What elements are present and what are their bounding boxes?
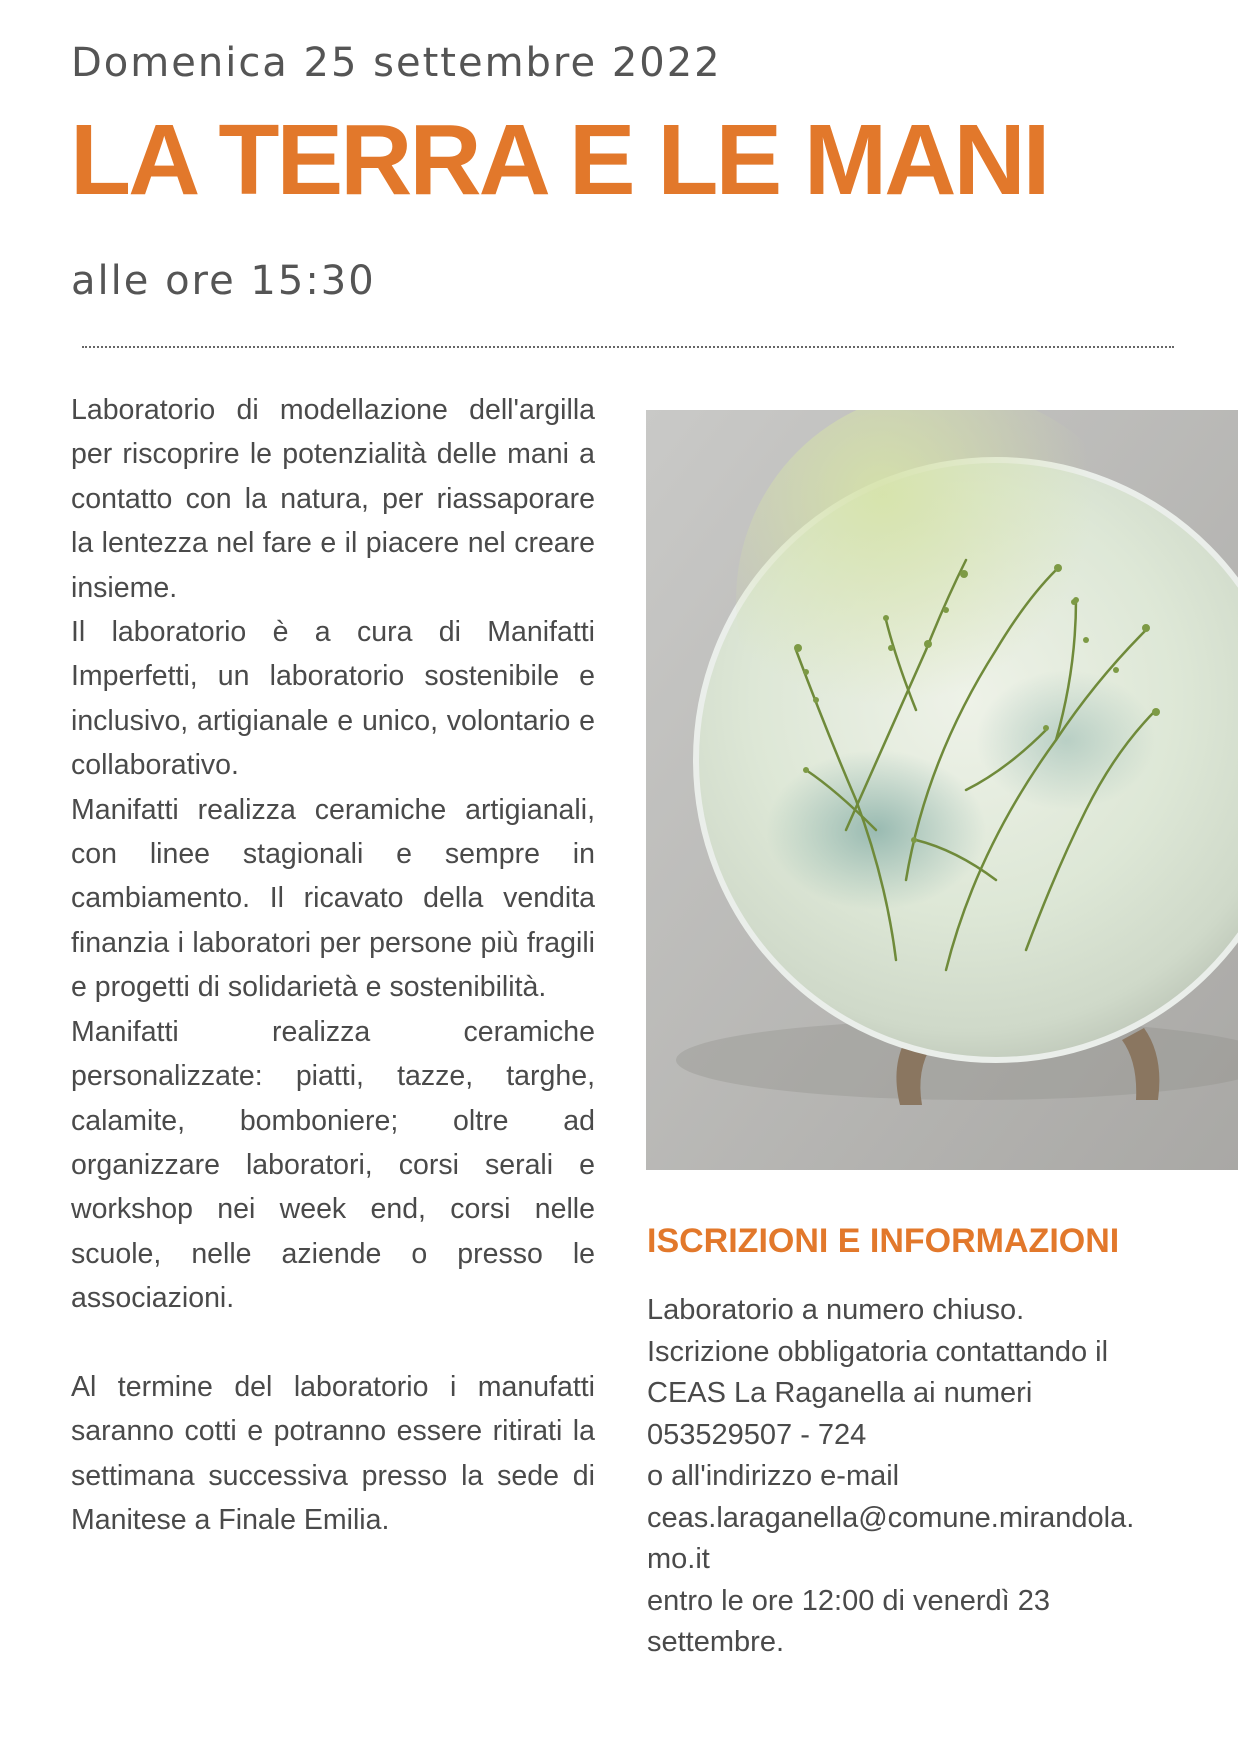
info-line-5: o all'indirizzo e-mail xyxy=(647,1460,900,1492)
info-deadline: entro le ore 12:00 di venerdì 23 xyxy=(647,1584,1051,1617)
event-date: Domenica 25 settembre 2022 xyxy=(71,40,722,86)
info-email-part-2: mo.it xyxy=(647,1543,710,1575)
info-deadline-month: settembre. xyxy=(647,1626,784,1658)
description-paragraph-1: Laboratorio di modellazione dell'argilla per riscoprire le potenzialità delle mani a contatto con la natura, per riassaporare la lentezza nel fare e il piacere nel creare insieme. xyxy=(71,394,595,604)
description-paragraph-4: Manifatti realizza ceramiche personalizzate: piatti, tazze, targhe, calamite, bomboniere; oltre ad organizzare laboratori, corsi serali e workshop nei week end, corsi nelle scuole, nelle aziende o presso le associazioni. xyxy=(71,1015,595,1315)
info-section xyxy=(647,1290,1207,1664)
info-phone-numbers: 053529507 - 724 xyxy=(647,1418,867,1451)
dotted-divider xyxy=(82,346,1174,348)
info-heading: ISCRIZIONI E INFORMAZIONI xyxy=(647,1222,1120,1260)
description-paragraph-2: Il laboratorio è a cura di Manifatti Imperfetti, un laboratorio sostenibile e inclusivo, artigianale e unico, volontario e collaborativo. xyxy=(71,616,595,782)
paragraph-gap xyxy=(71,1321,595,1365)
ceramic-plate-photo xyxy=(646,410,1238,1170)
info-line-1: Laboratorio a numero chiuso. xyxy=(647,1294,1025,1326)
description-paragraph-3: Manifatti realizza ceramiche artigianali, con linee stagionali e sempre in cambiamento. Il ricavato della vendita finanzia i laboratori per persone più fragili e progetti di solidarietà e sostenibilità. xyxy=(71,793,595,1004)
description-paragraph-5: Al termine del laboratorio i manufatti saranno cotti e potranno essere ritirati la settimana successiva presso la sede di Manitese a Finale Emilia. xyxy=(71,1370,595,1537)
event-title: LA TERRA E LE MANI xyxy=(70,104,1048,216)
info-line-3: CEAS La Raganella ai numeri xyxy=(647,1377,1033,1409)
info-email-part-1: ceas.laraganella@comune.mirandola. xyxy=(647,1501,1135,1534)
description-column xyxy=(71,388,595,1543)
info-line-2: Iscrizione obbligatoria contattando il xyxy=(647,1335,1109,1368)
event-time: alle ore 15:30 xyxy=(71,258,376,304)
